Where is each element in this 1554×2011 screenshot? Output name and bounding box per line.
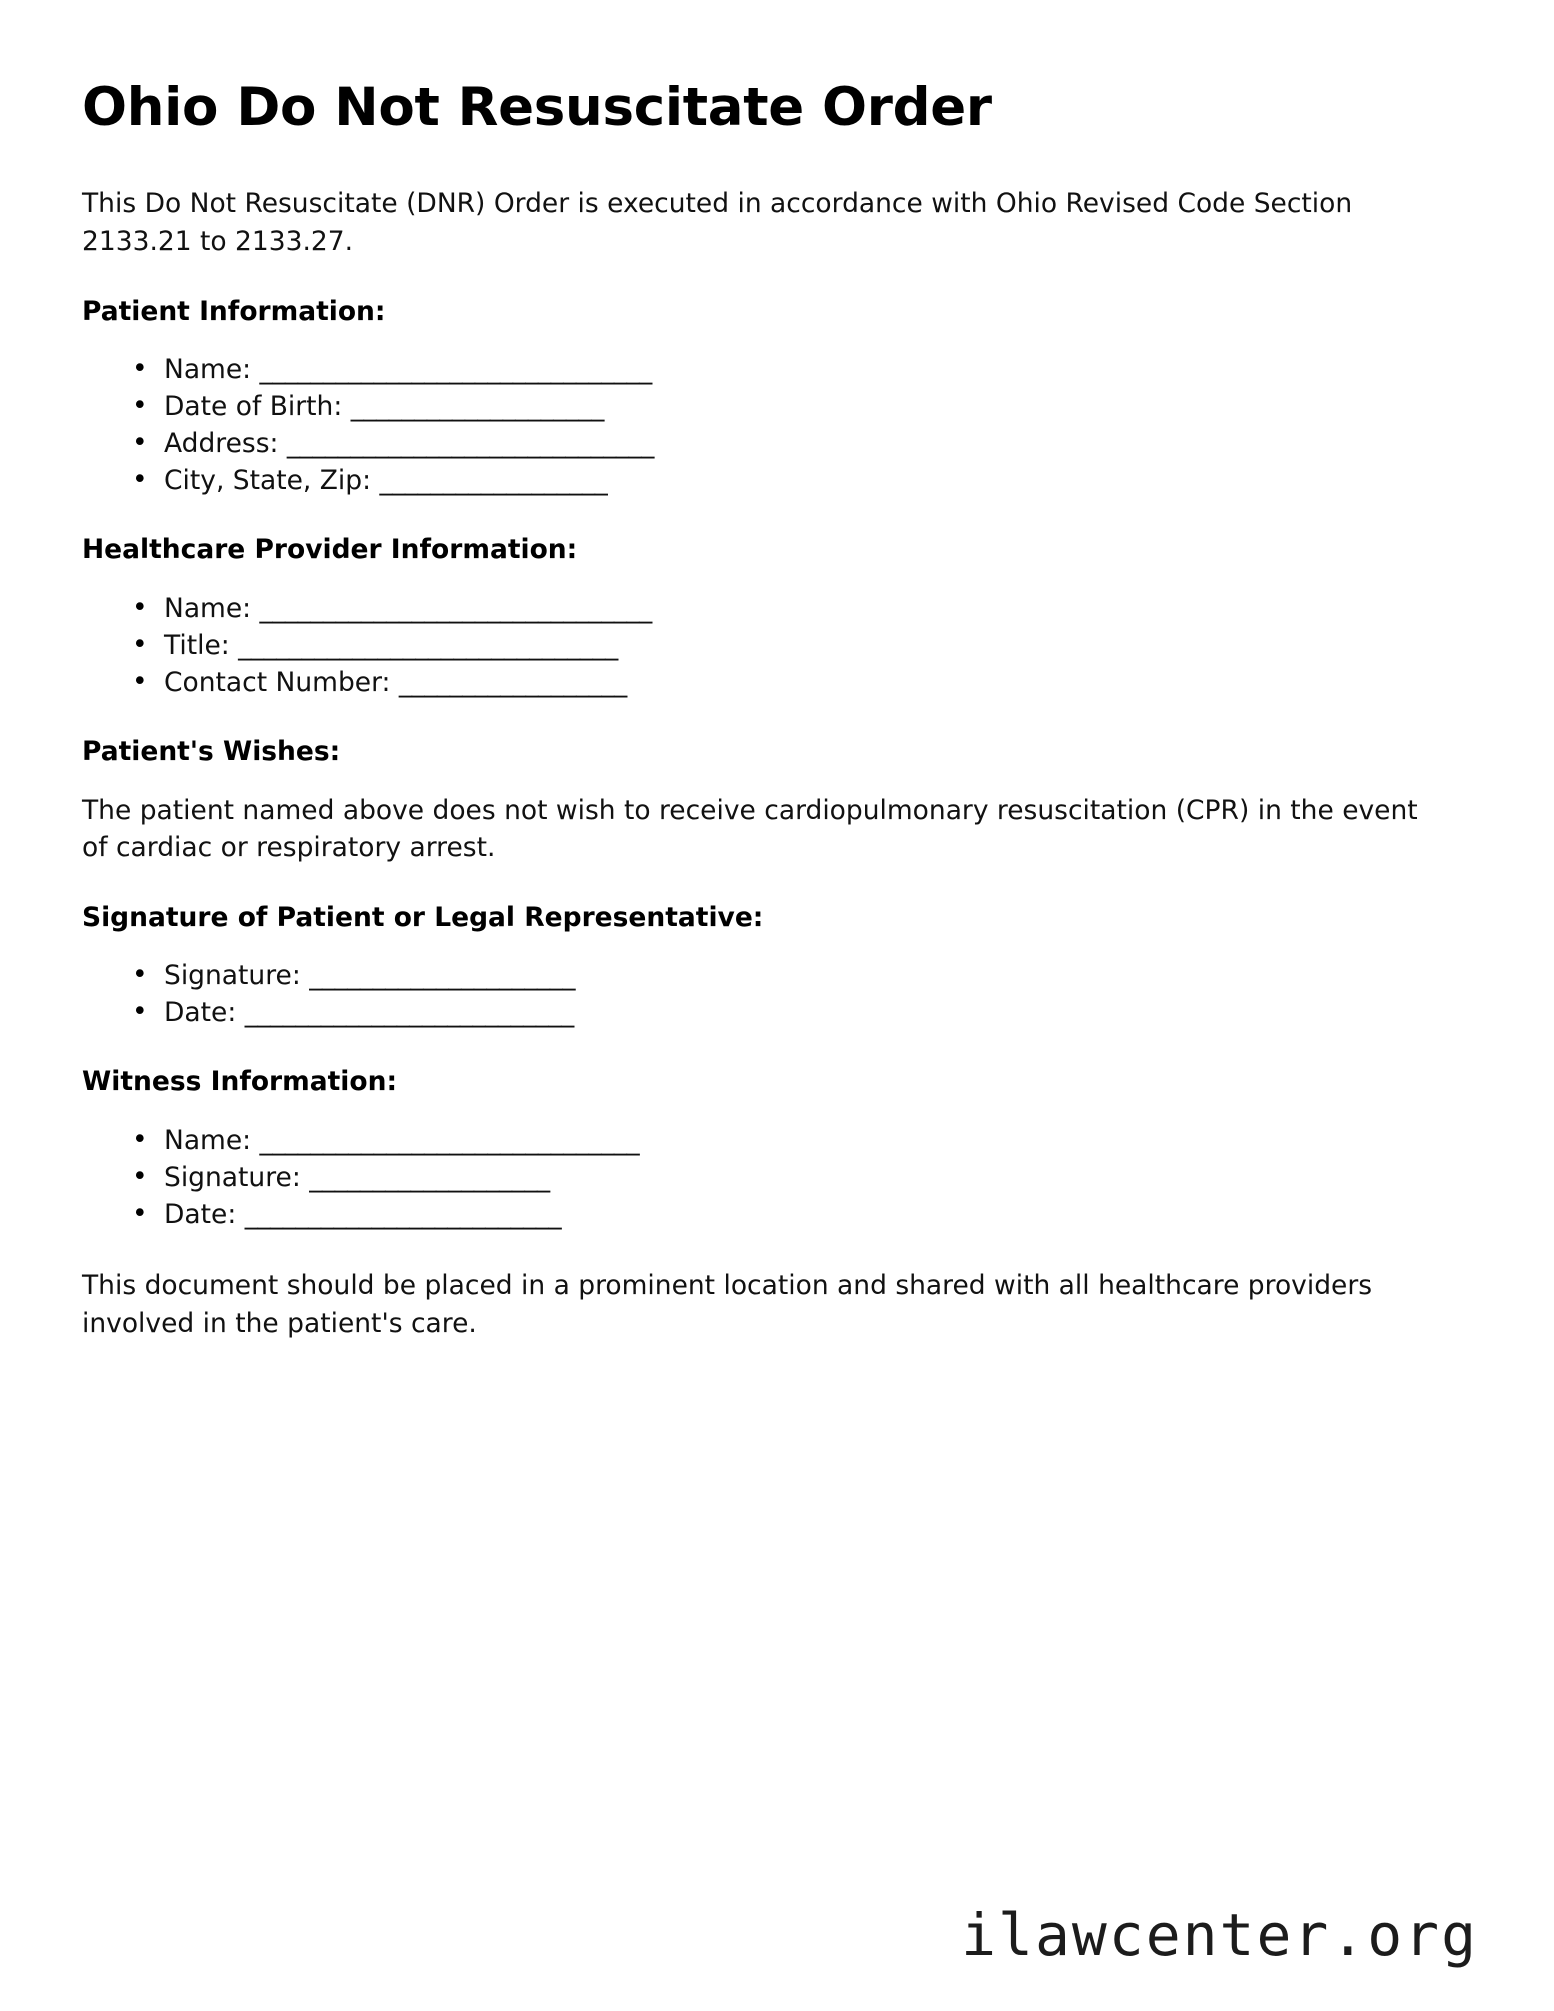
- signature-section-heading: Signature of Patient or Legal Representative:: [82, 901, 764, 933]
- field-blank[interactable]: _________________________: [244, 1199, 561, 1231]
- healthcare-provider-information-list: [82, 590, 1472, 701]
- field-label: Name:: [164, 1124, 252, 1156]
- list-item: [130, 1196, 1472, 1233]
- witness-information-heading: Witness Information:: [82, 1066, 398, 1098]
- list-item: [130, 462, 1472, 499]
- patient-information-list: [82, 351, 1472, 499]
- list-item: [130, 957, 1472, 994]
- field-label: Address:: [164, 428, 279, 460]
- field-blank[interactable]: ______________________________: [238, 629, 618, 661]
- intro-paragraph: This Do Not Resuscitate (DNR) Order is executed in accordance with Ohio Revised Code Section 2133.21 to 2133.27.: [82, 188, 1353, 257]
- field-label: Date:: [164, 997, 237, 1029]
- field-label: Name:: [164, 592, 252, 624]
- field-blank[interactable]: _____________________: [309, 960, 575, 992]
- field-label: City, State, Zip:: [164, 465, 372, 497]
- signature-section-list: [82, 957, 1472, 1031]
- list-item: [130, 1159, 1472, 1196]
- field-label: Date of Birth:: [164, 391, 343, 423]
- list-item: [130, 590, 1472, 627]
- list-item: [130, 425, 1472, 462]
- field-blank[interactable]: ______________________________: [259, 1124, 640, 1156]
- patient-information-heading: Patient Information:: [82, 295, 386, 327]
- field-label: Date:: [164, 1199, 237, 1231]
- field-label: Name:: [164, 354, 252, 386]
- patients-wishes-paragraph: The patient named above does not wish to receive cardiopulmonary resuscitation (CPR) in the event of cardiac or respiratory arrest.: [82, 794, 1418, 864]
- list-item: [130, 627, 1472, 664]
- field-label: Title:: [164, 629, 230, 661]
- field-label: Contact Number:: [164, 667, 391, 699]
- field-blank[interactable]: ____________________: [350, 391, 604, 423]
- field-blank[interactable]: __________________: [379, 465, 608, 497]
- field-label: Signature:: [164, 1161, 301, 1193]
- list-item: [130, 664, 1472, 701]
- field-blank[interactable]: __________________: [398, 667, 627, 699]
- witness-information-list: [82, 1122, 1472, 1233]
- site-watermark: ilawcenter.org: [961, 1901, 1478, 1969]
- field-blank[interactable]: __________________________: [244, 997, 574, 1029]
- list-item: [130, 1122, 1472, 1159]
- field-blank[interactable]: ___________________: [309, 1161, 550, 1193]
- field-blank[interactable]: _____________________________: [286, 428, 654, 460]
- patients-wishes-heading: Patient's Wishes:: [82, 736, 341, 768]
- page-title: Ohio Do Not Resuscitate Order: [82, 77, 992, 138]
- closing-paragraph: This document should be placed in a prominent location and shared with all healthcare providers involved in the patient's care.: [82, 1270, 1373, 1339]
- field-blank[interactable]: _______________________________: [259, 354, 652, 386]
- list-item: [130, 351, 1472, 388]
- field-label: Signature:: [164, 960, 301, 992]
- field-blank[interactable]: _______________________________: [259, 592, 652, 624]
- healthcare-provider-information-heading: Healthcare Provider Information:: [82, 534, 578, 566]
- list-item: [130, 994, 1472, 1031]
- list-item: [130, 388, 1472, 425]
